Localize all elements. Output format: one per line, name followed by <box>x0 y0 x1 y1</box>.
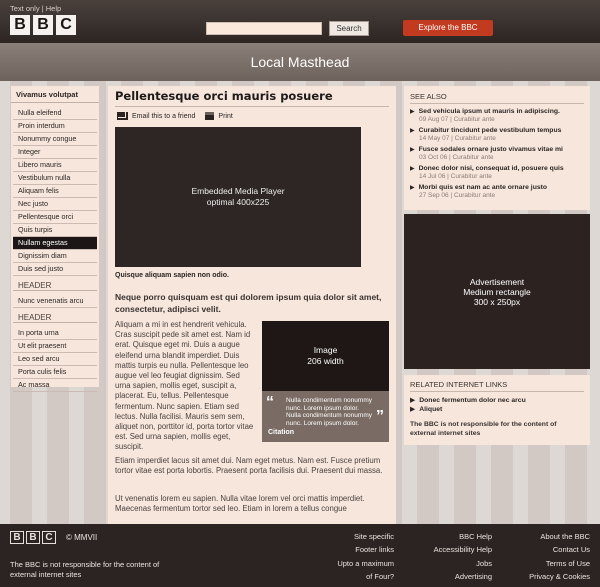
arrow-right-icon: ▶ <box>410 397 416 404</box>
footer-link[interactable]: BBC Help <box>459 532 492 541</box>
media-player-size: optimal 400x225 <box>206 197 270 207</box>
search-button[interactable]: Search <box>329 21 369 36</box>
nav-item[interactable]: Porta culis felis <box>13 366 97 379</box>
nav-item[interactable]: Pellentesque orci <box>13 211 97 224</box>
footer-links-column <box>510 530 590 584</box>
nav-item[interactable]: Leo sed arcu <box>13 353 97 366</box>
related-links-disclaimer: The BBC is not responsible for the content of external internet sites <box>410 421 557 437</box>
help-link[interactable]: Help <box>45 4 62 13</box>
nav-section-heading: HEADER <box>13 279 97 291</box>
image-size: 206 width <box>307 356 344 366</box>
see-also-meta: 14 May 07 | Curabitur ante <box>419 135 496 142</box>
article <box>108 86 396 524</box>
nav-item[interactable]: Nulla eleifend <box>13 107 97 120</box>
local-masthead: Local Masthead <box>0 43 600 81</box>
pull-quote <box>262 391 389 442</box>
nav-item[interactable]: Quis turpis <box>13 224 97 237</box>
see-also-item[interactable] <box>410 184 584 200</box>
logo-letter: C <box>42 531 56 544</box>
article-image <box>262 321 389 391</box>
footer-link[interactable]: Terms of Use <box>545 558 590 568</box>
article-title: Pellentesque orci mauris posuere <box>115 89 333 103</box>
logo-letter: B <box>33 15 53 35</box>
media-caption: Quisque aliquam sapien non odio. <box>115 272 229 279</box>
print-link[interactable] <box>205 112 232 120</box>
explore-bbc-button[interactable]: Explore the BBC <box>403 20 493 36</box>
nav-item[interactable]: Integer <box>13 146 97 159</box>
footer-link[interactable]: Accessibility Help <box>433 545 492 555</box>
top-links: Text only | Help <box>10 4 62 13</box>
see-also-link[interactable]: Fusce sodales ornare justo vivamus vitae mi <box>418 146 563 153</box>
see-also-link[interactable]: Morbi quis est nam ac ante ornare justo <box>418 184 548 191</box>
quote-citation: Citation <box>268 429 295 436</box>
see-also-item[interactable] <box>410 146 584 162</box>
see-also-box <box>404 86 590 210</box>
copyright: © MMVII <box>66 533 98 542</box>
arrow-right-icon: ▶ <box>410 185 415 191</box>
logo-letter: B <box>10 15 30 35</box>
footer <box>0 524 600 587</box>
footer-link[interactable]: of Four? <box>366 572 394 582</box>
see-also-item[interactable] <box>410 165 584 181</box>
see-also-meta: 03 Oct 06 | Curabitur ante <box>419 154 494 161</box>
article-paragraph: Aliquam a mi in est hendrerit vehicula. Cras suscipit pede sit amet est. Nam id erat. Quisque eget mi. Duis a augue eleifend urna blandit imperdiet. Duis mattis turpis eu nulla. Pellentesque leo augue vel leo feugiat dignissim. Sed urna sapien, mollis eget, suscipit a, placerat. Eu, tellus. Pellentesque fermentum. Nunc sapien. Etiam sed lectus. Nulla facilisi. Mauris sem sem, aliquet non, porttitor id, porta tortor vitae est. Sed urna sapien, mollis eget, suscipit. <box>115 320 254 452</box>
advert-size: 300 x 250px <box>473 296 521 307</box>
related-link[interactable] <box>410 396 584 405</box>
embedded-media-player[interactable] <box>115 127 361 267</box>
nav-item[interactable]: Proin interdum <box>13 120 97 133</box>
article-lead: Neque porro quisquam est qui dolorem ipsum quia dolor sit amet, consectetur, adipisci velit. <box>115 292 382 314</box>
arrow-right-icon: ▶ <box>410 147 415 153</box>
nav-section-heading: HEADER <box>13 311 97 323</box>
footer-link[interactable]: Privacy & Cookies <box>529 572 590 582</box>
advertisement[interactable] <box>404 214 590 369</box>
arrow-right-icon: ▶ <box>410 166 415 172</box>
see-also-title: SEE ALSO <box>410 92 584 104</box>
arrow-right-icon: ▶ <box>410 406 416 413</box>
footer-link[interactable]: Contact Us <box>552 545 590 555</box>
footer-link[interactable]: Jobs <box>476 558 492 568</box>
footer-link[interactable]: About the BBC <box>540 532 590 541</box>
nav-item[interactable]: Nunc venenatis arcu <box>13 295 97 308</box>
envelope-icon <box>117 112 128 120</box>
nav-item-selected[interactable]: Nullam egestas <box>13 237 97 250</box>
print-label: Print <box>218 112 233 120</box>
nav-item[interactable]: Ut elit praesent <box>13 340 97 353</box>
logo-letter: B <box>26 531 40 544</box>
footer-link[interactable]: Advertising <box>454 572 492 582</box>
title-divider <box>115 106 389 107</box>
related-links-title: RELATED INTERNET LINKS <box>410 380 584 392</box>
top-bar <box>0 0 600 43</box>
close-quote-icon: ” <box>376 408 384 425</box>
nav-item[interactable]: In porta urna <box>13 327 97 340</box>
nav-item[interactable]: Nec justo <box>13 198 97 211</box>
search-input[interactable] <box>206 22 322 35</box>
see-also-link[interactable]: Sed vehicula ipsum ut mauris in adipiscing. <box>418 108 560 115</box>
related-links-box <box>404 375 590 445</box>
nav-section-list <box>11 327 99 392</box>
article-paragraph: Ut venenatis lorem eu sapien. Nulla vitae lorem vel orci mattis imperdiet. Maecenas fermentum tortor sed leo. Etiam in lorem a tellus congue <box>115 494 365 514</box>
article-actions <box>117 112 233 120</box>
arrow-right-icon: ▶ <box>410 128 415 134</box>
see-also-meta: 09 Aug 07 | Curabitur ante <box>419 116 495 123</box>
email-label: Email this to a friend <box>132 112 196 120</box>
see-also-link[interactable]: Donec dolor nisi, consequat id, posuere quis <box>418 165 564 172</box>
arrow-right-icon: ▶ <box>410 109 415 115</box>
advert-label: Advertisement <box>469 276 525 287</box>
media-player-label: Embedded Media Player <box>191 186 285 196</box>
nav-section-list <box>11 295 99 308</box>
see-also-link[interactable]: Curabitur tincidunt pede vestibulum tempus <box>418 127 562 134</box>
footer-links-column <box>320 530 394 584</box>
nav-item[interactable]: Libero mauris <box>13 159 97 172</box>
nav-item[interactable]: Aliquam felis <box>13 185 97 198</box>
bbc-logo[interactable] <box>10 15 76 35</box>
related-link-label[interactable]: Aliquet <box>419 406 443 413</box>
footer-link[interactable]: Site specific <box>353 532 394 541</box>
see-also-item[interactable] <box>410 127 584 143</box>
nav-list <box>11 107 99 276</box>
email-friend-link[interactable] <box>117 112 195 120</box>
logo-letter: B <box>10 531 24 544</box>
nav-item[interactable]: Vestibulum nulla <box>13 172 97 185</box>
image-label: Image <box>313 345 338 355</box>
footer-disclaimer: The BBC is not responsible for the content of external internet sites <box>10 560 160 579</box>
nav-item[interactable]: Duis sed justo <box>13 263 97 276</box>
footer-link[interactable]: Upto a maximum <box>337 558 394 568</box>
footer-links-column <box>412 530 492 584</box>
printer-icon <box>205 112 214 120</box>
footer-logo[interactable] <box>10 531 97 544</box>
open-quote-icon: “ <box>266 394 274 411</box>
nav-item[interactable]: Ac massa <box>13 379 97 392</box>
nav-item[interactable]: Dignissim diam <box>13 250 97 263</box>
see-also-meta: 14 Jul 06 | Curabitur ante <box>419 173 492 180</box>
quote-text: Nulla condimentum nonummy nunc. Lorem ipsum dolor. Nulla condimentum nonummy nunc. Lorem ipsum dolor. <box>286 397 372 427</box>
nav-item[interactable]: Nonummy congue <box>13 133 97 146</box>
see-also-meta: 27 Sep 06 | Curabitur ante <box>419 192 496 199</box>
logo-letter: C <box>56 15 76 35</box>
article-paragraph: Etiam imperdiet lacus sit amet dui. Nam eget metus. Nam est. Fusce pretium tortor vitae est porta lobortis. Praesent porta facilisis dui. Praesent dui massa. <box>115 456 383 476</box>
advert-format: Medium rectangle <box>463 286 531 297</box>
footer-link[interactable]: Footer links <box>355 545 394 555</box>
related-link-label[interactable]: Donec fermentum dolor nec arcu <box>419 397 526 404</box>
see-also-item[interactable] <box>410 108 584 124</box>
related-link[interactable] <box>410 405 584 414</box>
text-only-link[interactable]: Text only <box>10 4 40 13</box>
nav-heading: Vivamus volutpat <box>11 86 99 103</box>
left-navigation <box>11 86 99 387</box>
